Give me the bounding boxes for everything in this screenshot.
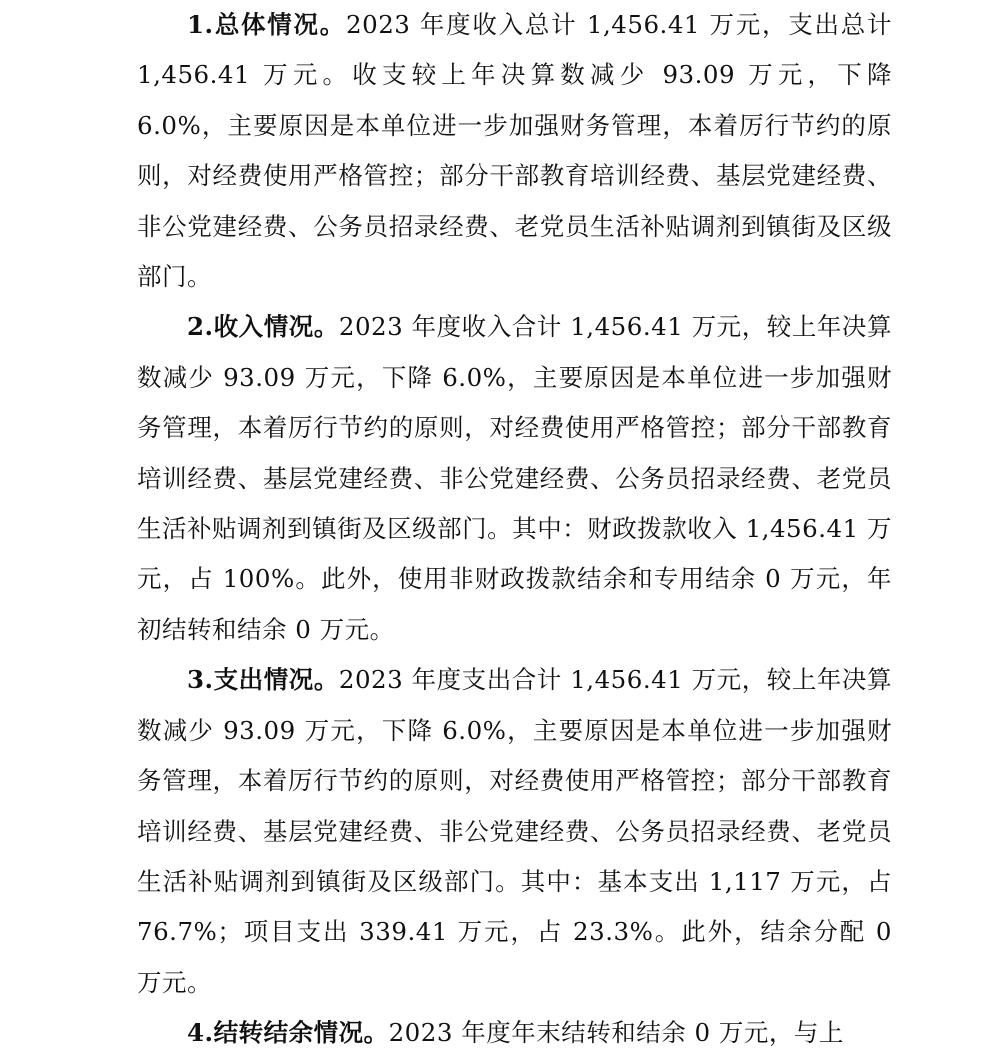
section-body: 2023 年度收入合计 1,456.41 万元，较上年决算数减少 93.09 万元，下降 6.0%，主要原因是本单位进一步加强财务管理，本着厉行节约的原则，对经费使用严格管控；部分干部教育培训经费、基层党建经费、非公党建经费、公务员招录经费、老党员生活补贴调剂到镇街及区级部门。其中：财政拨款收入 1,456.41 万元，占 100%。此外，使用非财政拨款结余和专用结余 0 万元，年初结转和结余 0 万元。 xyxy=(137,312,892,644)
section-body: 2023 年度收入总计 1,456.41 万元，支出总计 1,456.41 万元。收支较上年决算数减少 93.09 万元，下降 6.0%，主要原因是本单位进一步加强财务管理，本着厉行节约的原则，对经费使用严格管控；部分干部教育培训经费、基层党建经费、非公党建经费、公务员招录经费、老党员生活补贴调剂到镇街及区级部门。 xyxy=(137,10,892,292)
section-heading: 4.结转结余情况。 xyxy=(187,1018,389,1048)
section-expenditure xyxy=(137,655,892,1008)
section-income xyxy=(137,302,892,655)
section-body: 2023 年度支出合计 1,456.41 万元，较上年决算数减少 93.09 万元，下降 6.0%，主要原因是本单位进一步加强财务管理，本着厉行节约的原则，对经费使用严格管控；部分干部教育培训经费、基层党建经费、非公党建经费、公务员招录经费、老党员生活补贴调剂到镇街及区级部门。其中：基本支出 1,117 万元，占 76.7%；项目支出 339.41 万元，占 23.3%。此外，结余分配 0 万元。 xyxy=(137,665,892,997)
section-carryover xyxy=(137,1008,892,1058)
section-overall xyxy=(137,0,892,302)
section-body: 2023 年度年末结转和结余 0 万元，与上 xyxy=(388,1018,844,1048)
section-heading: 3.支出情况。 xyxy=(187,665,339,695)
section-heading: 1.总体情况。 xyxy=(187,10,347,39)
section-heading: 2.收入情况。 xyxy=(187,312,339,342)
document-page xyxy=(137,0,892,1059)
